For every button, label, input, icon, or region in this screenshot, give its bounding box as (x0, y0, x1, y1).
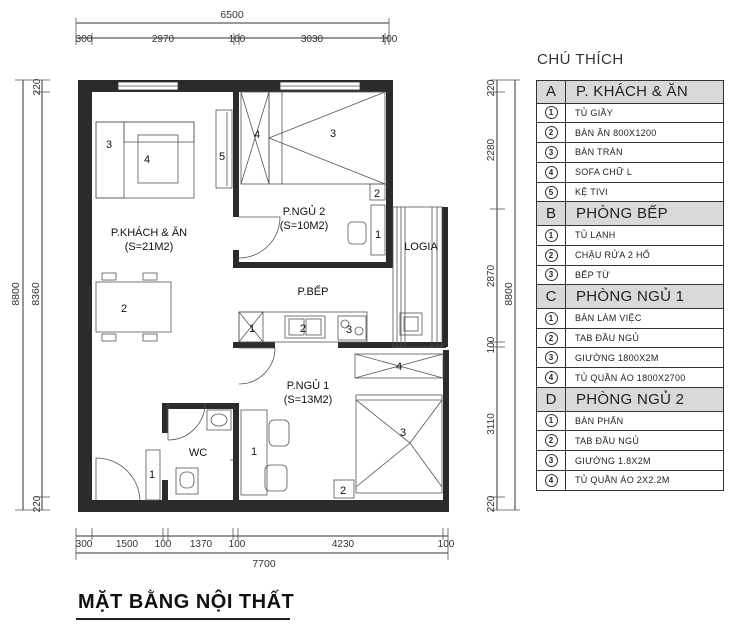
legend-item-number: 3 (545, 351, 558, 364)
living-marker-5: 5 (219, 151, 226, 163)
bottom-dim-1: 300 (75, 539, 93, 550)
legend-item (536, 163, 724, 183)
legend-item (536, 266, 724, 286)
bottom-dimension (76, 528, 455, 570)
kitchen-marker-1: 1 (249, 323, 256, 335)
legend-section-name: P. KHÁCH & ĂN (576, 83, 688, 101)
legend-section-header (536, 285, 724, 309)
legend-item-key (537, 368, 566, 387)
legend-item (536, 368, 724, 388)
right-outer-dim: 8800 (503, 282, 515, 306)
living-marker-4: 4 (144, 154, 151, 166)
legend-item-key (537, 431, 566, 450)
legend-item-number: 1 (545, 106, 558, 119)
legend-item-key (537, 226, 566, 245)
legend-section-key: C (537, 285, 566, 308)
legend-table (536, 80, 724, 491)
legend-item-key (537, 104, 566, 123)
top-dim-3: 100 (228, 34, 246, 45)
logia-label: LOGIA (404, 241, 438, 253)
legend-item-text: TAB ĐẦU NGỦ (575, 435, 640, 446)
kitchen-marker-3: 3 (346, 324, 353, 336)
wc-label: WC (188, 447, 208, 459)
legend-section-header (536, 388, 724, 412)
legend-item (536, 226, 724, 246)
kitchen-label: P.BẾP (297, 286, 329, 298)
top-dimension (76, 9, 398, 45)
bed2-area: (S=10M2) (279, 220, 329, 232)
top-total-dim: 6500 (220, 9, 244, 21)
right-dim-1: 220 (486, 79, 497, 97)
wc (168, 403, 233, 494)
legend-item-text: GIƯỜNG 1.8X2M (575, 455, 651, 466)
bed1-marker-4: 4 (396, 361, 403, 373)
legend-item-number: 2 (545, 126, 558, 139)
logia-area (393, 207, 442, 347)
legend-section-name: PHÒNG NGỦ 1 (576, 288, 685, 306)
living-marker-1: 1 (149, 469, 156, 481)
legend-item-number: 1 (545, 229, 558, 242)
legend-item-text: SOFA CHỮ L (575, 167, 633, 178)
legend-section-name: PHÒNG BẾP (576, 205, 668, 223)
living-room (96, 110, 232, 500)
left-inner-dim: 8360 (30, 282, 42, 306)
legend-item-key (537, 348, 566, 367)
drawing-caption: MẶT BẰNG NỘI THẤT (78, 591, 295, 613)
legend-item-key (537, 123, 566, 142)
legend-item (536, 471, 724, 491)
legend-item-text: TỦ GIẦY (575, 107, 614, 118)
legend-item-key (537, 412, 566, 431)
legend-item-key (537, 309, 566, 328)
legend-item (536, 431, 724, 451)
kitchen-marker-2: 2 (300, 323, 307, 335)
legend-item-number: 4 (545, 371, 558, 384)
legend-item-key (537, 329, 566, 348)
legend-item-text: BÀN LÀM VIỆC (575, 313, 642, 324)
left-top-dim: 220 (32, 78, 43, 96)
bedroom-2 (239, 92, 385, 258)
legend-item (536, 183, 724, 203)
legend-item-text: GIƯỜNG 1800X2M (575, 352, 659, 363)
legend-item-text: BÀN PHẤN (575, 415, 624, 426)
bottom-dim-3: 100 (154, 539, 172, 550)
bedroom-1 (239, 348, 443, 498)
legend-item-key (537, 451, 566, 470)
legend-item-text: BẾP TỪ (575, 269, 611, 280)
kitchen (239, 285, 367, 342)
legend-item (536, 348, 724, 368)
top-dim-4: 3030 (300, 34, 324, 45)
right-dimension (486, 79, 520, 512)
legend-item (536, 246, 724, 266)
legend-item-key (537, 163, 566, 182)
left-dimension (10, 78, 50, 512)
legend-item-number: 1 (545, 414, 558, 427)
living-label: P.KHÁCH & ĂN (110, 227, 188, 239)
legend-item (536, 143, 724, 163)
legend-section-name: PHÒNG NGỦ 2 (576, 390, 685, 408)
bed2-marker-3: 3 (330, 128, 337, 140)
top-dim-1: 300 (75, 34, 93, 45)
left-bottom-dim: 220 (32, 495, 43, 513)
legend-item (536, 104, 724, 124)
legend-item-number: 3 (545, 454, 558, 467)
legend-item-text: TỦ QUẦN ÁO 2X2.2M (575, 475, 670, 486)
legend-section-key: A (537, 81, 566, 103)
legend-item (536, 329, 724, 349)
legend-item-text: TỦ LẠNH (575, 230, 616, 241)
right-dim-5: 3110 (486, 413, 497, 435)
top-dim-5: 100 (380, 34, 398, 45)
legend-item-text: BÀN ĂN 800X1200 (575, 127, 657, 138)
legend-item-key (537, 246, 566, 265)
right-dim-2: 2280 (486, 138, 497, 162)
legend-item-text: KỆ TIVI (575, 187, 608, 198)
legend-section-key: B (537, 202, 566, 225)
bed2-marker-1: 1 (375, 229, 382, 241)
legend-item (536, 451, 724, 471)
legend-item-number: 3 (545, 146, 558, 159)
left-outer-dim: 8800 (10, 282, 22, 306)
legend-item-number: 3 (545, 268, 558, 281)
legend-item-key (537, 183, 566, 202)
bed1-area: (S=13M2) (283, 394, 333, 406)
legend-item (536, 412, 724, 432)
bed2-marker-4: 4 (254, 129, 261, 141)
legend-item-number: 4 (545, 474, 558, 487)
legend-section-header (536, 80, 724, 104)
bottom-dim-2: 1500 (115, 539, 139, 550)
living-marker-3: 3 (106, 139, 113, 151)
bottom-dim-7: 100 (437, 539, 455, 550)
legend-item (536, 123, 724, 143)
bed1-marker-1: 1 (251, 446, 258, 458)
legend-item-number: 1 (545, 312, 558, 325)
caption-underline (76, 618, 290, 620)
bottom-dim-6: 4230 (331, 539, 355, 550)
legend-section-key: D (537, 388, 566, 411)
right-dim-6: 220 (486, 495, 497, 513)
bottom-total-dim: 7700 (252, 558, 276, 570)
living-marker-2: 2 (121, 303, 128, 315)
legend-item-text: TỦ QUẦN ÁO 1800X2700 (575, 372, 686, 383)
bed1-label: P.NGỦ 1 (286, 380, 330, 392)
top-dim-2: 2970 (151, 34, 175, 45)
right-dim-4: 100 (486, 336, 497, 354)
right-dim-3: 2870 (486, 264, 497, 288)
legend-item-text: BÀN TRÀN (575, 147, 623, 158)
bottom-dim-5: 100 (228, 539, 246, 550)
bed1-marker-2: 2 (340, 485, 347, 497)
legend-item-number: 2 (545, 332, 558, 345)
legend-item-number: 4 (545, 166, 558, 179)
legend-item (536, 309, 724, 329)
living-area: (S=21M2) (124, 241, 174, 253)
legend-title: CHÚ THÍCH (537, 51, 624, 68)
bed2-label: P.NGỦ 2 (282, 206, 326, 218)
legend-item-number: 2 (545, 434, 558, 447)
legend-item-key (537, 471, 566, 490)
legend-item-number: 5 (545, 186, 558, 199)
legend-section-header (536, 202, 724, 226)
legend-item-number: 2 (545, 249, 558, 262)
legend-item-text: CHẬU RỬA 2 HỐ (575, 250, 651, 261)
bed2-marker-2: 2 (374, 188, 381, 200)
bed1-marker-3: 3 (400, 427, 407, 439)
legend-item-key (537, 143, 566, 162)
legend-item-key (537, 266, 566, 285)
bottom-dim-4: 1370 (189, 539, 213, 550)
legend-item-text: TAB ĐẦU NGỦ (575, 333, 640, 344)
